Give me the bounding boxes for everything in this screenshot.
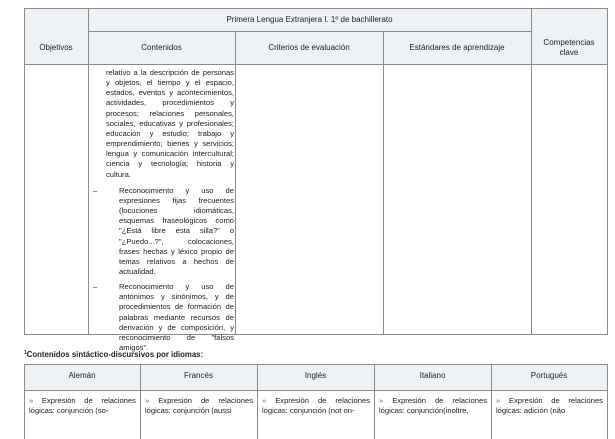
language-cell-text: Expresión de relaciones lógicas: conjunción (so- — [29, 396, 136, 415]
footnote-text: Contenidos sintáctico-discursivos por idiomas: — [26, 350, 204, 359]
footnote-marker: 1 — [24, 350, 27, 356]
language-cell-frances — [145, 396, 253, 416]
bullet-marker: » — [379, 396, 384, 405]
language-header-ingles: Inglés — [304, 371, 327, 380]
table-title: Primera Lengua Extranjera I. 1º de bachillerato — [226, 14, 393, 24]
footnote — [24, 348, 584, 360]
bullet-marker: » — [262, 396, 267, 405]
language-header-portugues: Portugués — [530, 371, 568, 380]
column-header-objetivos: Objetivos — [39, 42, 73, 52]
language-header-aleman: Alemán — [68, 371, 96, 380]
contenidos-item — [93, 185, 234, 277]
column-header-estandares: Estándares de aprendizaje — [409, 42, 505, 52]
language-header-frances: Francés — [184, 371, 213, 380]
contenidos-continuation: relativo a la descripción de personas y objetos, el tiempo y el espacio, estados, eventos y acontecimientos, actividades, procedimientos y procesos; relaciones personales, sociales, educativas y profesionales; educación y estudio; trabajo y emprendimiento; bienes y servicios; lengua y comunicación intercultural; ciencia y tecnología; historia y cultura. — [106, 68, 234, 179]
language-cell-ingles — [262, 396, 370, 416]
language-cell-italiano — [379, 396, 487, 416]
bullet-marker: » — [29, 396, 34, 405]
dash-bullet: – — [93, 185, 98, 195]
column-header-contenidos: Contenidos — [141, 42, 182, 52]
language-cell-aleman — [29, 396, 136, 416]
contenidos-item-text: Reconocimiento y uso de expresiones fijas frecuentes (locuciones idiomáticas, esquemas fraseológicos como "¿Está libre esta silla?" o "¿Puedo...?", colocaciones, frases hechas y léxico propio de temas relativos a hechos de actualidad. — [119, 185, 234, 276]
column-header-criterios: Criterios de evaluación — [268, 42, 350, 52]
language-cell-portugues — [496, 396, 603, 416]
column-header-competencias: Competencias clave — [543, 37, 595, 57]
bullet-marker: » — [496, 396, 501, 405]
language-cell-text: Expresión de relaciones lógicas: conjunción(inoltre, — [379, 396, 487, 415]
contenidos-item-text: Reconocimiento y uso de antónimos y sinónimos, y de procedimientos de formación de palabras mediante recursos de derivación y de composición, y reconocimiento de "falsos amigos". — [119, 282, 234, 353]
language-cell-text: Expresión de relaciones lógicas: adición (não — [496, 396, 603, 415]
language-header-italiano: Italiano — [419, 371, 446, 380]
bullet-marker: » — [145, 396, 150, 405]
contenidos-cell — [93, 68, 234, 353]
language-cell-text: Expresión de relaciones lógicas: conjunción (not on- — [262, 396, 370, 415]
dash-bullet: – — [93, 282, 98, 292]
language-cell-text: Expresión de relaciones lógicas: conjunción (aussi — [145, 396, 253, 415]
contenidos-item — [93, 282, 234, 353]
